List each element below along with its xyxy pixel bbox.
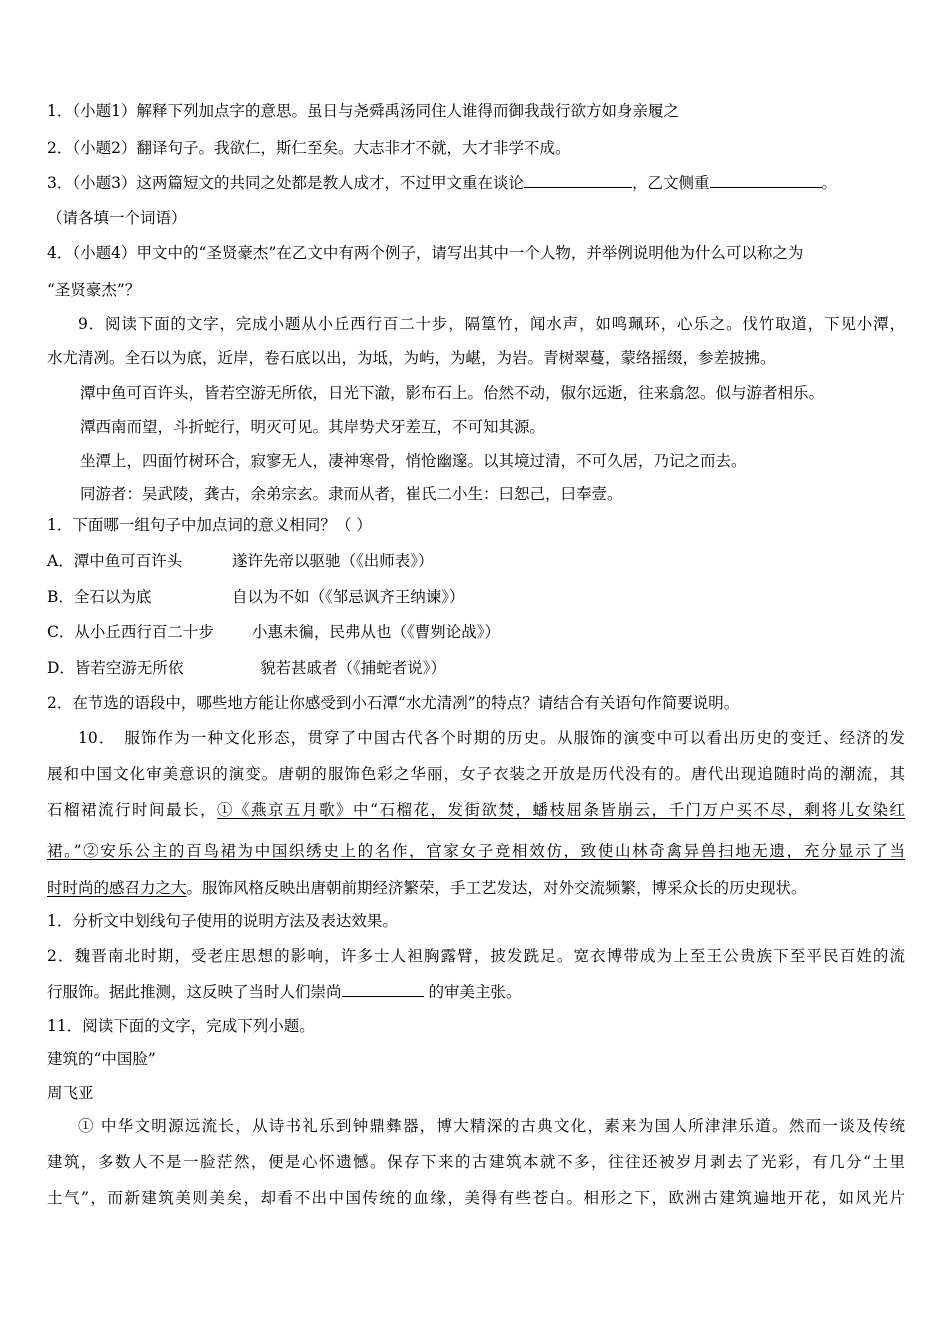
passage-9-question-2: 2．在节选的语段中，哪些地方能让你感受到小石潭“水尤清冽”的特点？请结合有关语句作简要说明。 (47, 694, 740, 712)
answer-blank (710, 173, 822, 188)
passage-10-line: 10． 服饰作为一种文化形态，贯穿了中国古代各个时期的历史。从服饰的演变中可以看出历史的变迁、经济的发 (78, 729, 905, 747)
question-3 (47, 173, 837, 193)
question-3-note: （请各填一个词语） (47, 209, 187, 227)
question-1: 1．（小题1）解释下列加点字的意思。虽日与尧舜禹汤同住人谁得而御我哉行欲方如身亲履之 (47, 102, 679, 120)
passage-10-question-1: 1．分析文中划线句子使用的说明方法及表达效果。 (47, 912, 398, 930)
passage-9-line: 坐潭上，四面竹树环合，寂寥无人，凄神寒骨，悄怆幽邃。以其境过清，不可久居，乃记之而去。 (80, 452, 747, 470)
passage-10-text: 。服饰风格反映出唐朝前期经济繁荣，手工艺发达，对外交流频繁，博采众长的历史现状。 (186, 879, 807, 897)
option-c-left: C．从小丘西行百二十步 (47, 623, 214, 641)
passage-10-line (47, 800, 905, 820)
passage-10-line (47, 878, 807, 898)
passage-10-text: 石榴裙流行时间最长， (47, 801, 218, 819)
underlined-sentence: ①《燕京五月歌》中“石榴花，发街欲焚，蟠枝屈条皆崩云，千门万户买不尽，剩将儿女染红 (217, 801, 905, 819)
option-d-left: D．皆若空游无所依 (47, 659, 184, 677)
passage-10-question-2-cont (47, 982, 521, 1002)
passage-9-question-1: 1．下面哪一组句子中加点词的意义相同？（ ） (47, 516, 372, 534)
question-4-cont: “圣贤豪杰”？ (47, 281, 141, 299)
passage-9-line: 同游者：吴武陵，龚古，余弟宗玄。隶而从者，崔氏二小生：曰恕己，曰奉壹。 (80, 485, 623, 503)
passage-9-line: 9．阅读下面的文字，完成小题从小丘西行百二十步，隔篁竹，闻水声，如鸣珮环，心乐之。伐竹取道，下见小潭， (78, 315, 905, 333)
question-3-text: 3．（小题3）这两篇短文的共同之处都是教人成才，不过甲文重在谈论 (47, 174, 524, 192)
underlined-sentence: 时时尚的感召力之大 (47, 879, 187, 897)
underlined-sentence: 裙。”②安乐公主的百鸟裙为中国织绣史上的名作，官家女子竞相效仿，致使山林奇禽异兽扫地无遗，充分显示了当 (47, 842, 905, 860)
passage-9-line: 潭西南而望，斗折蛇行，明灭可见。其岸势犬牙差互，不可知其源。 (80, 418, 546, 436)
answer-blank (342, 982, 424, 997)
passage-11-heading: 11．阅读下面的文字，完成下列小题。 (47, 1017, 315, 1035)
question-text-end: 的审美主张。 (423, 983, 522, 1001)
article-paragraph-line: ① 中华文明源远流长，从诗书礼乐到钟鼎彝器，博大精深的古典文化，素来为国人所津津乐道。然而一谈及传统 (78, 1117, 905, 1135)
question-2: 2．（小题2）翻译句子。我欲仁，斯仁至矣。大志非才不就，大才非学不成。 (47, 139, 571, 157)
question-text: 行服饰。据此推测，这反映了当时人们崇尚 (47, 983, 342, 1001)
option-a (47, 551, 434, 571)
article-author: 周飞亚 (47, 1084, 94, 1102)
question-4: 4．（小题4）甲文中的“圣贤豪杰”在乙文中有两个例子，请写出其中一个人物，并举例说明他为什么可以称之为 (47, 244, 804, 262)
passage-9-line: 水尤清冽。全石以为底，近岸，卷石底以出，为坻，为屿，为嵁，为岩。青树翠蔓，蒙络摇缀，参差披拂。 (47, 349, 776, 367)
option-b-left: B．全石以为底 (47, 588, 152, 606)
option-c (47, 622, 500, 642)
question-3-text-2: ，乙文侧重 (631, 174, 710, 192)
option-a-left: A．潭中鱼可百许头 (47, 552, 183, 570)
option-c-right: 小惠未徧，民弗从也（《曹刿论战》） (252, 623, 501, 641)
passage-9-line: 潭中鱼可百许头，皆若空游无所依，日光下澈，影布石上。佁然不动，俶尔远逝，往来翕忽。似与游者相乐。 (80, 384, 825, 402)
option-a-right: 遂许先帝以驱驰（《出师表》） (232, 552, 434, 570)
question-3-end: 。 (821, 174, 838, 192)
article-title: 建筑的“中国脸” (47, 1050, 156, 1068)
answer-blank (524, 173, 632, 188)
article-paragraph-line: 建筑，多数人不是一脸茫然，便是心怀遗憾。保存下来的古建筑本就不多，往往还被岁月剥去了光彩，有几分“土里 (47, 1153, 905, 1171)
option-b-right: 自以为不如（《邹忌讽齐王纳谏》） (232, 588, 465, 606)
article-paragraph-line: 土气”，而新建筑美则美矣，却看不出中国传统的血缘，美得有些苍白。相形之下，欧洲古建筑遍地开花，如风光片 (47, 1189, 905, 1207)
passage-10-line: 展和中国文化审美意识的演变。唐朝的服饰色彩之华丽，女子衣装之开放是历代没有的。唐代出现追随时尚的潮流，其 (47, 765, 905, 783)
option-b (47, 587, 465, 607)
option-d-right: 貌若甚戚者（《捕蛇者说》） (260, 659, 447, 677)
passage-10-question-2: 2．魏晋南北时期，受老庄思想的影响，许多士人袒胸露臂，披发跣足。宽衣博带成为上至王公贵族下至平民百姓的流 (47, 947, 905, 965)
option-d (47, 658, 446, 678)
